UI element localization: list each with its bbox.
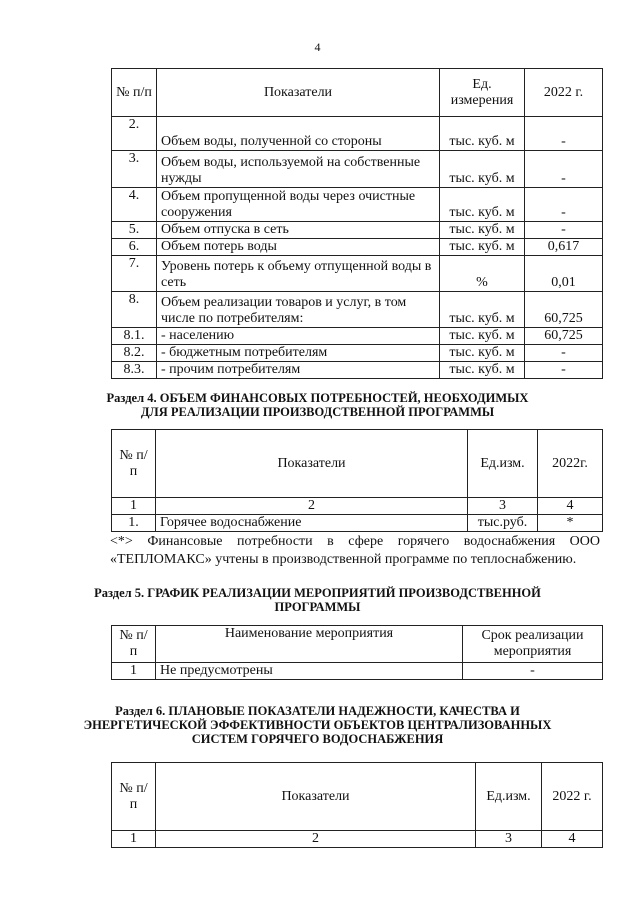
table-row: 6. Объем потерь воды тыс. куб. м 0,617 <box>112 239 603 256</box>
section5-title: Раздел 5. ГРАФИК РЕАЛИЗАЦИИ МЕРОПРИЯТИЙ ПРОИЗВОДСТВЕННОЙ ПРОГРАММЫ <box>94 586 541 614</box>
financial-needs-table <box>111 429 603 532</box>
page-number: 4 <box>314 40 321 54</box>
table-row: 3. Объем воды, используемой на собственные нужды тыс. куб. м - <box>112 151 603 188</box>
header-indicator: Показатели <box>157 69 440 117</box>
section4-title: Раздел 4. ОБЪЕМ ФИНАНСОВЫХ ПОТРЕБНОСТЕЙ, НЕОБХОДИМЫХ ДЛЯ РЕАЛИЗАЦИИ ПРОИЗВОДСТВЕННОЙ ПРОГРАММЫ <box>106 391 529 419</box>
table-row: 8. Объем реализации товаров и услуг, в том числе по потребителям: тыс. куб. м 60,725 <box>112 292 603 328</box>
indicators-table <box>111 68 603 379</box>
table-index-row: 1 2 3 4 <box>112 831 603 848</box>
section6-title: Раздел 6. ПЛАНОВЫЕ ПОКАЗАТЕЛИ НАДЕЖНОСТИ, КАЧЕСТВА И ЭНЕРГЕТИЧЕСКОЙ ЭФФЕКТИВНОСТИ ОБЪЕКТОВ ЦЕНТРАЛИЗОВАННЫХ СИСТЕМ ГОРЯЧЕГО ВОДОСНАБЖЕНИЯ <box>83 704 552 746</box>
reliability-indicators-table <box>111 762 603 848</box>
header-year: 2022 г. <box>525 69 603 117</box>
table-row: 5. Объем отпуска в сеть тыс. куб. м - <box>112 222 603 239</box>
table-index-row: 1 2 3 4 <box>112 498 603 515</box>
table-row: 8.3. - прочим потребителям тыс. куб. м - <box>112 362 603 379</box>
table-header-row: № п/п Показатели Ед.изм. 2022г. <box>112 430 603 498</box>
measures-schedule-table <box>111 625 603 680</box>
table-row: 7. Уровень потерь к объему отпущенной воды в сеть % 0,01 <box>112 256 603 292</box>
footnote: <*> Финансовые потребности в сфере горячего водоснабжения ООО «ТЕПЛОМАКС» учтены в производственной программе по теплоснабжению. <box>110 534 600 567</box>
table-row: 4. Объем пропущенной воды через очистные сооружения тыс. куб. м - <box>112 188 603 222</box>
table-row: 8.1. - населению тыс. куб. м 60,725 <box>112 328 603 345</box>
table-header-row: № п/п Показатели Ед.изм. 2022 г. <box>112 763 603 831</box>
table-row: 1 Не предусмотрены - <box>112 663 603 680</box>
table-header-row: № п/п Наименование мероприятия Срок реализации мероприятия <box>112 626 603 663</box>
table-row: 1. Горячее водоснабжение тыс.руб. * <box>112 515 603 532</box>
header-num: № п/п <box>112 69 157 117</box>
header-unit: Ед. измерения <box>440 69 525 117</box>
table-header-row <box>112 69 603 117</box>
table-row: 2. Объем воды, полученной со стороны тыс. куб. м - <box>112 117 603 151</box>
table-row: 8.2. - бюджетным потребителям тыс. куб. м - <box>112 345 603 362</box>
